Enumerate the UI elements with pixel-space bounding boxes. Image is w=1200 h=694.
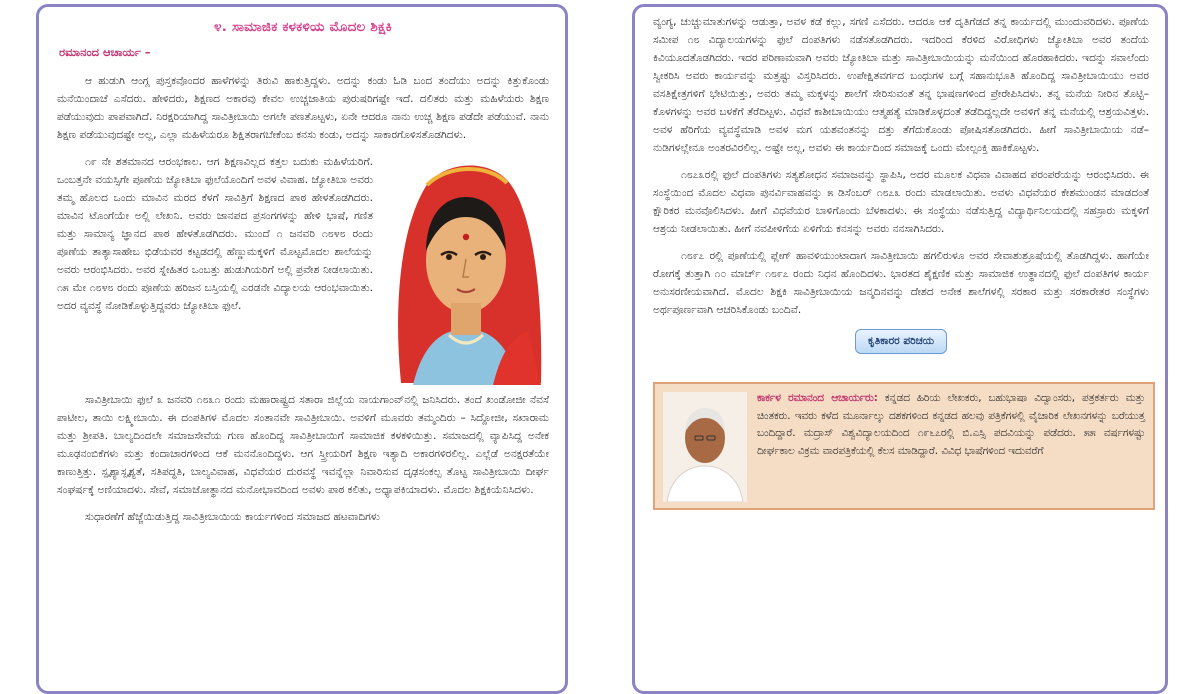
author-intro-heading-wrap [653, 329, 1149, 354]
left-page [36, 4, 568, 694]
chapter-title: ೪. ಸಾಮಾಜಿಕ ಕಳಕಳಿಯ ಮೊದಲ ಶಿಕ್ಷಕಿ [214, 19, 392, 35]
author-bio-body: ಕನ್ನಡದ ಹಿರಿಯ ಲೇಖಕರು, ಬಹುಭಾಷಾ ವಿದ್ವಾಂಸರು, ಪತ್ರಕರ್ತರು ಮತ್ತು ಚಿಂತಕರು. ಇವರು ಕಳೆದ ಮೂರ್ನಾಲ್ಕು ದಶಕಗಳಿಂದ ಕನ್ನಡದ ಹಲವು ಪತ್ರಿಕೆಗಳಲ್ಲಿ ವೈಚಾರಿಕ ಲೇಖನಗಳನ್ನು ಬರೆಯುತ್ತ ಬಂದಿದ್ದಾರೆ. ಮದ್ರಾಸ್ ವಿಶ್ವವಿದ್ಯಾಲಯದಿಂದ ೧೯೬೭ರಲ್ಲಿ ಬಿ.ಎಸ್ಸಿ ಪದವಿಯನ್ನು ಪಡೆದರು. ೫೫ ವರ್ಷಗಳಷ್ಟು ದೀರ್ಘಕಾಲ ವಿಕ್ರಮ ವಾರಪತ್ರಿಕೆಯಲ್ಲಿ ಕೆಲಸ ಮಾಡಿದ್ದಾರೆ. ವಿವಿಧ ಭಾಷೆಗಳಿಂದ ಇದುವರೆಗೆ [757, 392, 1145, 457]
paragraph: ೧೯ ನೇ ಶತಮಾನದ ಆರಂಭಕಾಲ. ಆಗ ಶಿಕ್ಷಣವಿಲ್ಲದ ಕತ್ತಲ ಬದುಕು ಮಹಿಳೆಯರಿಗೆ. ಒಂಬತ್ತನೇ ವಯಸ್ಸಿಗೇ ಪೂಣೆಯ ಜ್ಯೋತಿಬಾ ಫುಲೆಯೊಂದಿಗೆ ಅವಳ ವಿವಾಹ. ಜ್ಯೋತಿಬಾ ಅವರು ತಮ್ಮ ಹೊಲದ ಒಂದು ಮಾವಿನ ಮರದ ಕೆಳಗೆ ಸಾವಿತ್ರಿಗೆ ಶಿಕ್ಷಣದ ಪಾಠ ಹೇಳತೊಡಗಿದರು. ಮಾವಿನ ಟೊಂಗೆಯೇ ಅಲ್ಲಿ ಲೇಖನಿ. ಅವರು ಜಾನಪದ ಪ್ರಸಂಗಗಳನ್ನು ಹೇಳಿ ಭಾಷೆ, ಗಣಿತ ಮತ್ತು ಸಾಮಾನ್ಯ ಜ್ಞಾನದ ಪಾಠ ಹೇಳತೊಡಗಿದರು. ಮುಂದೆ ೧ ಜನವರಿ ೧೮೪೮ ರಂದು ಪೂಣೆಯ ತಾತ್ಯಾಸಾಹೇಬ ಭಿಡೆಯವರ ಕಟ್ಟಡದಲ್ಲಿ ಹೆಣ್ಣುಮಕ್ಕಳಿಗೆ ಮೊಟ್ಟಮೊದಲ ಶಾಲೆಯನ್ನು ಅವರು ಆರಂಭಿಸಿದರು. ಅವರ ಸ್ನೇಹಿತರ ಒಂಬತ್ತು ಹುಡುಗಿಯರಿಗೆ ಅಲ್ಲಿ ಪ್ರವೇಶ ನೀಡಲಾಯಿತು. ೧೫ ಮೇ ೧೮೪೮ ರಂದು ಪೂಣೆಯ ಹರಿಜನ ಬಸ್ತಿಯಲ್ಲಿ ಎರಡನೇ ವಿದ್ಯಾಲಯ ಆರಂಭವಾಯಿತು. ಅದರ ವ್ಯವಸ್ಥೆ ನೋಡಿಕೊಳ್ಳುತ್ತಿದ್ದವರು ಜ್ಯೋತಿಬಾ ಫುಲೆ. [57, 156, 373, 312]
paragraph: ವ್ಯಂಗ್ಯ, ಚುಚ್ಚುಮಾತುಗಳನ್ನು ಆಡುತ್ತಾ, ಅವಳ ಕಡೆ ಕಲ್ಲು, ಸಗಣಿ ಎಸೆದರು. ಆದರೂ ಆಕೆ ದೃತಿಗೆಡದೆ ತನ್ನ ಕಾರ್ಯದಲ್ಲಿ ಮುಂದುವರಿದಳು. ಪೂಣೆಯ ಸಮೀಪ ೧೮ ವಿದ್ಯಾಲಯಗಳನ್ನು ಫುಲೆ ದಂಪತಿಗಳು ನಡೆಸತೊಡಗಿದರು. ಇದರಿಂದ ಕೆರಳಿದ ವಿರೋಧಿಗಳು ಜ್ಯೋತಿಬಾ ಅವರ ತಂದೆಯ ಕಿವಿಯೂದತೊಡಗಿದರು. ಇದರ ಪರಿಣಾಮವಾಗಿ ಅವರು ಜ್ಯೋತಿಬಾ ಮತ್ತು ಸಾವಿತ್ರೀಬಾಯಿಯನ್ನು ಮನೆಯಿಂದ ಹೊರಹಾಕಿದರು. ಇದನ್ನು ಸವಾಲೆಂದು ಸ್ವೀಕರಿಸಿ ಅವರು ಕಾರ್ಯವನ್ನು ಮತ್ತಷ್ಟು ವಿಸ್ತರಿಸಿದರು. ಉಪೇಕ್ಷಿತವರ್ಗದ ಬಂಧುಗಳ ಬಗ್ಗೆ ಸಹಾನುಭೂತಿ ಹೊಂದಿದ್ದ ಸಾವಿತ್ರೀಬಾಯಿಯು ಅವರ ವಸತಿಕ್ಷೇತ್ರಗಳಿಗೆ ಭೇಟಿಯಿತ್ತು, ಅವರು ತಮ್ಮ ಮಕ್ಕಳನ್ನು ಶಾಲೆಗೆ ಸೇರಿಸುವಂತೆ ತನ್ನ ಭಾಷಣಗಳಿಂದ ಪ್ರೇರೇಪಿಸಿದಳು. ತನ್ನ ಮನೆಯ ನೀರಿನ ತೊಟ್ಟಿ–ಕೊಳಗಳನ್ನು ಅವರ ಬಳಕೆಗೆ ತೆರೆದಿಟ್ಟಳು. ವಿಧವೆ ಕಾಶೀಬಾಯಿಯು ಆತ್ಮಹತ್ಯೆ ಮಾಡಿಕೊಳ್ಳದಂತೆ ತಡೆದಿದ್ದಲ್ಲದೇ ಅವಳಿಗೆ ತನ್ನ ಮನೆಯಲ್ಲಿ ಆಶ್ರಯವಿತ್ತಳು. ಅವಳ ಹೆರಿಗೆಯ ವ್ಯವಸ್ಥೆಮಾಡಿ ಅವಳ ಮಗ ಯಶವಂತನನ್ನು ದತ್ತು ತೆಗೆದುಕೊಂಡು ಪೋಷಿಸತೊಡಗಿದರು. ಹೀಗೆ ಸಾವಿತ್ರೀಬಾಯಿಯ ನಡೆ–ನುಡಿಗಳಲ್ಲೇನೂ ಅಂತರವಿರಲಿಲ್ಲ. ಅಷ್ಟೇ ಅಲ್ಲ, ಅವಳು ಈ ಕಾರ್ಯದಿಂದ ಸಮಾಜಕ್ಕೆ ಒಂದು ಮೇಲ್ಪಂಕ್ತಿ ಹಾಕಿಕೊಟ್ಟಳು. [653, 16, 1149, 154]
author-bio-box [653, 382, 1155, 510]
author-intro-heading: ಕೃತಿಕಾರರ ಪರಿಚಯ [855, 329, 947, 354]
author-photo [663, 392, 747, 502]
paragraph: ೧೮೭೩ರಲ್ಲಿ ಫುಲೆ ದಂಪತಿಗಳು ಸತ್ಯಶೋಧನ ಸಮಾಜವನ್ನು ಸ್ಥಾಪಿಸಿ, ಅದರ ಮೂಲಕ ವಿಧವಾ ವಿವಾಹದ ಪರಂಪರೆಯನ್ನು ಆರಂಭಿಸಿದರು. ಈ ಸಂಸ್ಥೆಯಿಂದ ಮೊದಲ ವಿಧವಾ ಪುನರ್ವಿವಾಹವನ್ನು ೫ ಡಿಸೆಂಬರ್ ೧೮೭೩ ರಂದು ಮಾಡಲಾಯಿತು. ಅವಳು ವಿಧವೆಯರ ಕೇಶಮುಂಡನ ಮಾಡದಂತೆ ಕ್ಷೌರಿಕರ ಮನವೊಲಿಸಿದಳು. ಹೀಗೆ ವಿಧವೆಯರ ಬಾಳಿಗೊಂದು ಬೆಳಕಾದಳು. ಈ ಸಂಸ್ಥೆಯು ನಡೆಸುತ್ತಿದ್ದ ವಿದ್ಯಾರ್ಥಿನಿಲಯದಲ್ಲಿ ಸಹಸ್ರಾರು ಮಕ್ಕಳಿಗೆ ಆಶ್ರಯ ನೀಡಲಾಯಿತು. ಹೀಗೆ ನವಪೀಳಿಗೆಯ ಏಳಿಗೆಯ ಕನಸನ್ನು ಅವರು ನನಸಾಗಿಸಿದರು. [653, 169, 1149, 235]
paragraph: ೧೮೯೭ ರಲ್ಲಿ ಪೂಣೆಯಲ್ಲಿ ಪ್ಲೇಗ್ ಹಾವಳಿಯುಂಟಾದಾಗ ಸಾವಿತ್ರೀಬಾಯಿ ಹಗಲಿರುಳೂ ಅವರ ಸೇವಾಶುಶ್ರೂಷೆಯಲ್ಲಿ ತೊಡಗಿದ್ದಳು. ಹಾಗೆಯೇ ರೋಗಕ್ಕೆ ತುತ್ತಾಗಿ ೧೦ ಮಾರ್ಚ್ ೧೮೯೭ ರಂದು ನಿಧನ ಹೊಂದಿದಳು. ಭಾರತದ ಶೈಕ್ಷಣಿಕ ಮತ್ತು ಸಾಮಾಜಿಕ ಉತ್ಥಾನದಲ್ಲಿ ಫುಲೆ ದಂಪತಿಗಳ ಕಾರ್ಯ ಅನುಸರಣೀಯವಾಗಿದೆ. ಮೊದಲ ಶಿಕ್ಷಕಿ ಸಾವಿತ್ರೀಬಾಯಿಯ ಜನ್ಮದಿನವನ್ನು ದೇಶದ ಅನೇಕ ಶಾಲೆಗಳಲ್ಲಿ ಸರಕಾರ ಮತ್ತು ಸರಕಾರೇತರ ಸಂಸ್ಥೆಗಳು ಅರ್ಥಪೂರ್ಣವಾಗಿ ಆಚರಿಸಿಕೊಂಡು ಬಂದಿವೆ. [653, 250, 1149, 316]
right-page [632, 4, 1168, 694]
paragraph: ಸಾವಿತ್ರೀಬಾಯಿ ಫುಲೆ ೩ ಜನವರಿ ೧೮೩೧ ರಂದು ಮಹಾರಾಷ್ಟ್ರದ ಸತಾರಾ ಜಿಲ್ಲೆಯ ನಾಯಗಾಂವ್‌ನಲ್ಲಿ ಜನಿಸಿದರು. ತಂದೆ ಖಂಡೋಜೀ ನೆವಸೆ ಪಾಟೀಲ, ತಾಯಿ ಲಕ್ಷ್ಮೀಬಾಯಿ. ಈ ದಂಪತಿಗಳ ಮೊದಲ ಸಂತಾನವೇ ಸಾವಿತ್ರೀಬಾಯಿ. ಅವಳಿಗೆ ಮೂವರು ತಮ್ಮಂದಿರು – ಸಿದ್ದೋಜೀ, ಸಖಾರಾಮ ಮತ್ತು ಶ್ರೀಪತಿ. ಬಾಲ್ಯದಿಂದಲೇ ಸಮಾಜಸೇವೆಯ ಗುಣ ಹೊಂದಿದ್ದ ಸಾವಿತ್ರೀಬಾಯಿಗೆ ಸಾಮಾಜಿಕ ಕಳಕಳಿಯಿತ್ತು. ಸಮಾಜದಲ್ಲಿ ವ್ಯಾಪಿಸಿದ್ದ ಅನೇಕ ಮೂಢನಂಬಿಕೆಗಳು ಮತ್ತು ಕಂದಾಚಾರಗಳಿಂದ ಆಕೆ ಮನನೊಂದಿದ್ದಳು. ಆಗ ಸ್ತ್ರೀಯರಿಗೆ ಶಿಕ್ಷಣ ಇತ್ಯಾದಿ ಅಕಾರಗಳಿರಲಿಲ್ಲ. ಎಲ್ಲೆಡೆ ಅನಕ್ಷರತೆಯೇ ಕಾಣುತ್ತಿತ್ತು. ಸ್ಪೃಶ್ಯಾಸ್ಪೃಶ್ಯತೆ, ಸತಿಪದ್ಧತಿ, ಬಾಲ್ಯವಿವಾಹ, ವಿಧವೆಯರ ದುರವಸ್ಥೆ ಇವನ್ನೆಲ್ಲಾ ನಿವಾರಿಸುವ ದೃಢಸಂಕಲ್ಪ ತೊಟ್ಟ ಸಾವಿತ್ರೀಬಾಯಿ ದೀರ್ಘ ಸಂಘರ್ಷಕ್ಕೆ ಅಣಿಯಾದಳು. ಸೇವೆ, ಸಮಾಜೋತ್ಥಾನದ ಮನೋಭಾವದಿಂದ ಅವಳು ಪಾಠ ಕಲಿತು, ಅಧ್ಯಾಪಕಿಯಾದಳು. ಮೊದಲ ಶಿಕ್ಷಕಿಯೆನಿಸಿದಳು. [57, 394, 549, 496]
paragraph: ಸುಧಾರಣೆಗೆ ಹೆಜ್ಜೆಯಿಡುತ್ತಿದ್ದ ಸಾವಿತ್ರೀಬಾಯಿಯ ಕಾರ್ಯಗಳಿಂದ ಸಮಾಜದ ಹಟವಾದಿಗಳು [85, 511, 381, 523]
chapter-author: ರಮಾನಂದ ಆಚಾರ್ಯ – [59, 45, 151, 59]
paragraph: ಆ ಹುಡುಗಿ ಆಂಗ್ಲ ಪುಸ್ತಕವೊಂದರ ಹಾಳೆಗಳನ್ನು ತಿರುವಿ ಹಾಕುತ್ತಿದ್ದಳು. ಅದನ್ನು ಕಂಡು ಓಡಿ ಬಂದ ತಂದೆಯು ಅದನ್ನು ಕಿತ್ತುಕೊಂಡು ಮನೆಯಿಂದಾಚೆ ಎಸೆದರು. ಹೇಳಿದರು, ಶಿಕ್ಷಣದ ಅಕಾರವು ಕೇವಲ ಉಚ್ಚಜಾತಿಯ ಪುರುಷರಿಗಷ್ಟೇ ಇದೆ. ದಲಿತರು ಮತ್ತು ಮಹಿಳೆಯರು ಶಿಕ್ಷಣ ಪಡೆಯುವುದು ಪಾಪವಾಗಿದೆ. ನಿರಕ್ಷರಿಯಾಗಿದ್ದ ಸಾವಿತ್ರೀಬಾಯಿ ಅಗಲೇ ಪಣತೊಟ್ಟಳು, ಏನೇ ಆದರೂ ನಾನು ಉಚ್ಚ ಶಿಕ್ಷಣ ಪಡೆದೇ ಪಡೆಯುವೆ. ನಾನು ಶಿಕ್ಷಣ ಪಡೆಯುವುದಷ್ಟೇ ಅಲ್ಲ, ಎಲ್ಲಾ ಮಹಿಳೆಯರೂ ಶಿಕ್ಷಿತರಾಗಬೇಕೆಂಬ ಕನಸು ಕಂಡು, ಅದನ್ನು ಸಾಕಾರಗೊಳಿಸತೊಡಗಿದಳು. [57, 75, 549, 141]
portrait-image [383, 153, 549, 385]
paragraph-with-portrait [57, 153, 549, 391]
author-bio-name: ಕಾರ್ಕಳ ರಮಾನಂದ ಆಚಾರ್ಯರು: [757, 392, 878, 404]
